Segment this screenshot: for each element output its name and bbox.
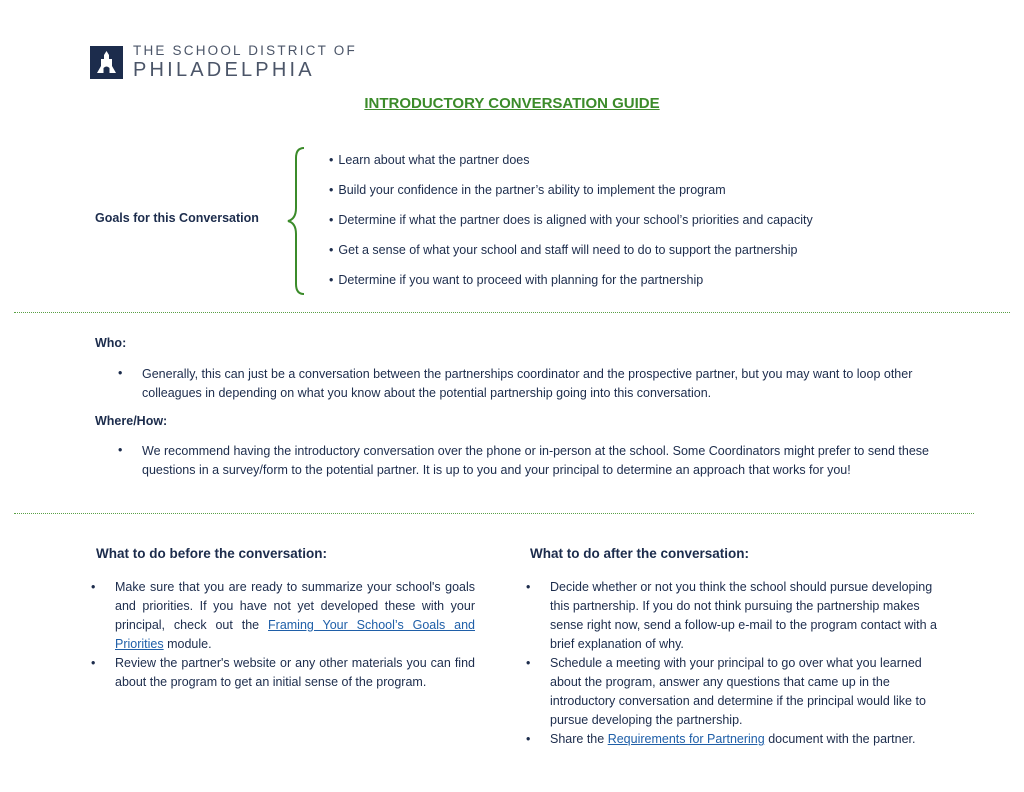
after-item: • Decide whether or not you think the school should pursue developing this partnership. If you do not think pursuing the partnership makes sense right now, send a follow-up e-mail to the program contact with a brief explanation of why. (526, 578, 946, 654)
after-item: • Share the Requirements for Partnering document with the partner. (526, 730, 946, 749)
district-logo (90, 44, 357, 80)
where-bullet: • (118, 443, 123, 457)
logo-line-2: PHILADELPHIA (133, 58, 315, 81)
goal-item: • Determine if what the partner does is aligned with your school’s priorities and capacity (329, 211, 813, 241)
who-bullet: • (118, 366, 123, 380)
who-heading: Who: (95, 336, 127, 350)
section-divider (14, 513, 974, 514)
goal-item: • Determine if you want to proceed with planning for the partnership (329, 271, 813, 301)
logo-line-1: THE SCHOOL DISTRICT OF (133, 43, 357, 59)
goal-item: • Get a sense of what your school and staff will need to do to support the partnership (329, 241, 813, 271)
who-text: Generally, this can just be a conversation between the partnerships coordinator and the prospective partner, but you may want to loop other colleagues in depending on what you know about the potential partnership going into this conversation. (142, 367, 913, 400)
before-item: • Make sure that you are ready to summarize your school's goals and priorities. If you have not yet developed these with your principal, check out the Framing Your School’s Goals and Priorities module. (91, 578, 475, 654)
where-heading: Where/How: (95, 414, 168, 428)
page-title: INTRODUCTORY CONVERSATION GUIDE (364, 95, 660, 112)
after-heading: What to do after the conversation: (530, 546, 750, 561)
goals-list (329, 151, 813, 301)
before-list (91, 578, 475, 692)
after-list (526, 578, 946, 749)
goals-label: Goals for this Conversation (95, 211, 259, 225)
goal-item: • Build your confidence in the partner’s ability to implement the program (329, 181, 813, 211)
requirements-link[interactable]: Requirements for Partnering (607, 732, 765, 746)
after-item: • Schedule a meeting with your principal to go over what you learned about the program, answer any questions that came up in the introductory conversation and determine if the principal would like to pursue developing the partnership. (526, 654, 946, 730)
before-heading: What to do before the conversation: (96, 546, 328, 561)
before-item: • Review the partner's website or any other materials you can find about the program to get an initial sense of the program. (91, 654, 475, 692)
goal-item: • Learn about what the partner does (329, 151, 813, 181)
framing-goals-link[interactable]: Framing Your School’s Goals and Priorities (115, 618, 475, 651)
where-text: We recommend having the introductory conversation over the phone or in-person at the school. Some Coordinators might prefer to send these questions in a survey/form to the potential partner. It is up to you and your principal to determine an approach that works for you! (142, 444, 930, 477)
curly-brace-icon (286, 146, 308, 296)
logo-bell-icon (90, 46, 123, 79)
section-divider (14, 312, 1010, 313)
